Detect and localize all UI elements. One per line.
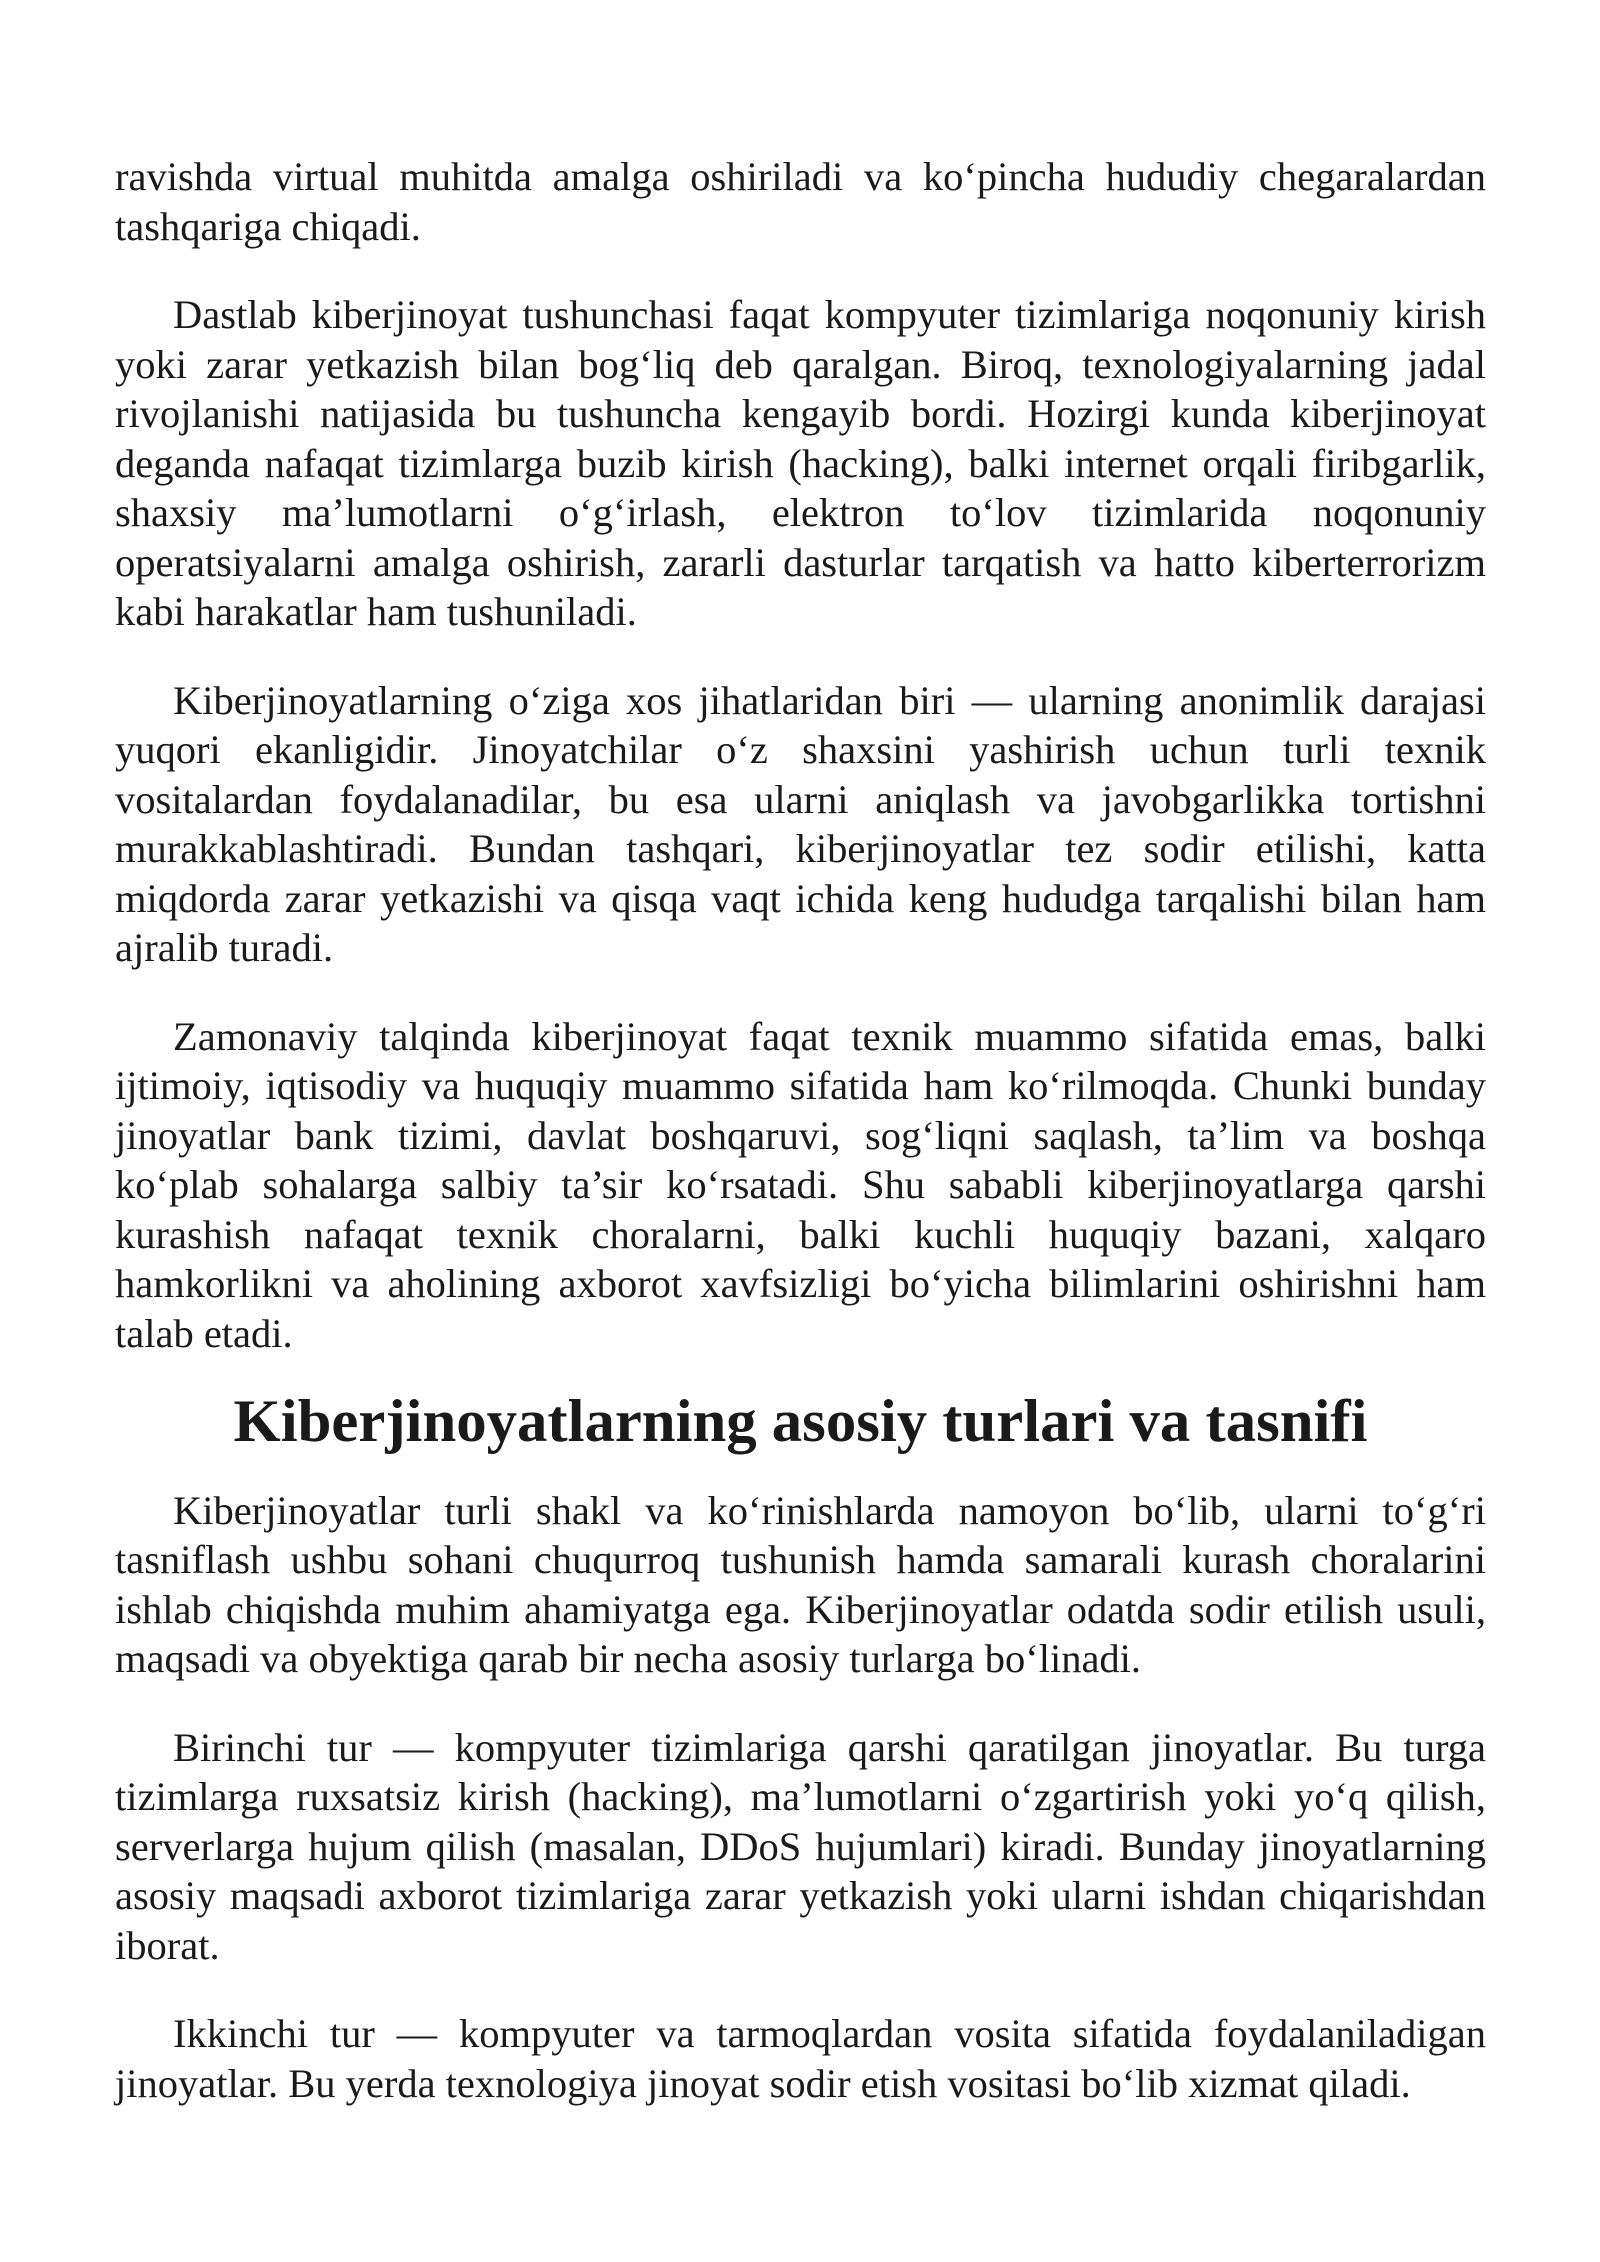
document-page <box>115 152 1486 2147</box>
paragraph-concept-evolution: Dastlab kiberjinoyat tushunchasi faqat kompyuter tizimlariga noqonuniy kirish yoki zarar yetkazish bilan bog‘liq deb qaralgan. Biroq, texnologiyalarning jadal rivojlanishi natijasida bu tushuncha kengayib bordi. Hozirgi kunda kiberjinoyat deganda nafaqat tizimlarga buzib kirish (hacking), balki internet orqali firibgarlik, shaxsiy ma’lumotlarni o‘g‘irlash, elektron to‘lov tizimlarida noqonuniy operatsiyalarni amalga oshirish, zararli dasturlar tarqatish va hatto kiberterrorizm kabi harakatlar ham tushuniladi. <box>115 292 1486 634</box>
paragraph-modern-interpretation: Zamonaviy talqinda kiberjinoyat faqat texnik muammo sifatida emas, balki ijtimoiy, iqtisodiy va huquqiy muammo sifatida ham ko‘rilmoqda. Chunki bunday jinoyatlar bank tizimi, davlat boshqaruvi, sog‘liqni saqlash, ta’lim va boshqa ko‘plab sohalarga salbiy ta’sir ko‘rsatadi. Shu sababli kiberjinoyatlarga qarshi kurashish nafaqat texnik choralarni, balki kuchli huquqiy bazani, xalqaro hamkorlikni va aholining axborot xavfsizligi bo‘yicha bilimlarini oshirishni ham talab etadi. <box>115 1013 1486 1356</box>
paragraph-classification-intro: Kiberjinoyatlar turli shakl va ko‘rinishlarda namoyon bo‘lib, ularni to‘g‘ri tasniflash ushbu sohani chuqurroq tushunish hamda samarali kurash choralarini ishlab chiqishda muhim ahamiyatga ega. Kiberjinoyatlar odatda sodir etilish usuli, maqsadi va obyektiga qarab bir necha asosiy turlarga bo‘linadi. <box>115 1487 1486 1681</box>
paragraph-anonymity: Kiberjinoyatlarning o‘ziga xos jihatlaridan biri — ularning anonimlik darajasi yuqori ekanligidir. Jinoyatchilar o‘z shaxsini yashirish uchun turli texnik vositalardan foydalanadilar, bu esa ularni aniqlash va javobgarlikka tortishni murakkablashtiradi. Bundan tashqari, kiberjinoyatlar tez sodir etilishi, katta miqdorda zarar yetkazishi va qisqa vaqt ichida keng hududga tarqalishi bilan ham ajralib turadi. <box>115 677 1486 970</box>
paragraph-first-type: Birinchi tur — kompyuter tizimlariga qarshi qaratilgan jinoyatlar. Bu turga tizimlarga ruxsatsiz kirish (hacking), ma’lumotlarni o‘zgartirish yoki yo‘q qilish, serverlarga hujum qilish (masalan, DDoS hujumlari) kiradi. Bunday jinoyatlarning asosiy maqsadi axborot tizimlariga zarar yetkazish yoki ularni ishdan chiqarishdan iborat. <box>115 1724 1486 1968</box>
paragraph-continuation: ravishda virtual muhitda amalga oshiriladi va ko‘pincha hududiy chegaralardan tashqariga chiqadi. <box>115 154 1486 249</box>
paragraph-second-type: Ikkinchi tur — kompyuter va tarmoqlardan vosita sifatida foydalaniladigan jinoyatlar. Bu yerda texnologiya jinoyat sodir etish vositasi bo‘lib xizmat qiladi. <box>115 2011 1486 2106</box>
section-heading: Kiberjinoyatlarning asosiy turlari va tasnifi <box>233 1388 1368 1455</box>
